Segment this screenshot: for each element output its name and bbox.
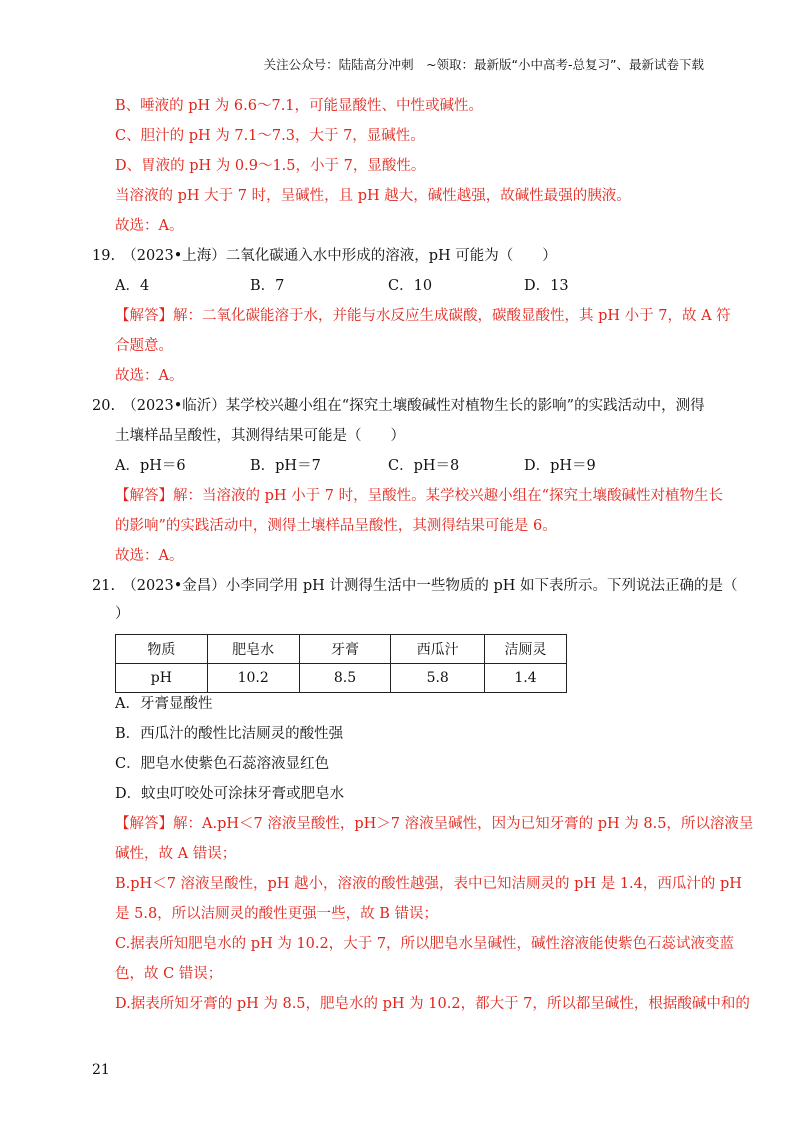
table-cell: 肥皂水: [207, 635, 299, 664]
q19-solution-line1: [115, 306, 731, 326]
q21-solution-c-line1: C.据表所知肥皂水的 pH 为 10.2，大于 7，所以肥皂水呈碱性，碱性溶液能使紫色石蕊试液变蓝: [115, 936, 735, 952]
q20-solution-line2: 的影响”的实践活动中，测得土壤样品呈酸性，其测得结果可能是 6。: [115, 518, 557, 534]
prev-solution-d: D、胃液的 pH 为 0.9～1.5，小于 7，显酸性。: [115, 158, 426, 174]
q20-solution-text: 解：当溶液的 pH 小于 7 时，呈酸性。某学校兴趣小组在“探究土壤酸碱性对植物生长: [173, 488, 723, 504]
q21-option-b: B．西瓜汁的酸性比洁厕灵的酸性强: [115, 726, 344, 742]
q19-answer: 故选：A。: [115, 368, 184, 384]
q19-option-c: C．10: [388, 278, 433, 294]
table-cell: 8.5: [299, 664, 391, 693]
q21-solution-a-text: 解：A.pH＜7 溶液呈酸性，pH＞7 溶液呈碱性，因为已知牙膏的 pH 为 8.5，所以溶液呈: [173, 816, 754, 832]
q20-stem-line1: 20. （2023•临沂）某学校兴趣小组在“探究土壤酸碱性对植物生长的影响”的实践活动中，测得: [92, 398, 705, 414]
solution-tag: 【解答】: [115, 488, 173, 504]
table-header-row: [116, 635, 567, 664]
table-cell: 洁厕灵: [485, 635, 567, 664]
prev-answer: 故选：A。: [115, 218, 184, 234]
prev-conclusion: 当溶液的 pH 大于 7 时，呈碱性，且 pH 越大，碱性越强，故碱性最强的胰液。: [115, 188, 631, 204]
q21-solution-c-line2: 色，故 C 错误；: [115, 966, 223, 982]
prev-solution-b: B、唾液的 pH 为 6.6～7.1，可能显酸性、中性或碱性。: [115, 98, 484, 114]
q21-stem-line2: ）: [115, 606, 130, 622]
q19-solution-line2: 合题意。: [115, 338, 173, 354]
q21-solution-a-line1: [115, 814, 753, 834]
q19-solution-text: 解：二氧化碳能溶于水，并能与水反应生成碳酸，碳酸显酸性，其 pH 小于 7，故 A 符: [173, 308, 731, 324]
page-header: 关注公众号：陆陆高分冲刺 ~领取：最新版“小中高考-总复习”、最新试卷下载: [263, 57, 704, 72]
solution-tag: 【解答】: [115, 308, 173, 324]
solution-tag: 【解答】: [115, 816, 173, 832]
q21-solution-b-line1: B.pH＜7 溶液呈酸性，pH 越小，溶液的酸性越强，表中已知洁厕灵的 pH 是 1.4，西瓜汁的 pH: [115, 876, 742, 892]
q19-option-a: A．4: [115, 278, 150, 294]
q20-option-c: C．pH＝8: [388, 458, 460, 474]
ph-table: [115, 634, 567, 693]
table-cell: pH: [116, 664, 208, 693]
q19-stem: 19. （2023•上海）二氧化碳通入水中形成的溶液，pH 可能为（ ）: [92, 248, 557, 264]
prev-solution-c: C、胆汁的 pH 为 7.1～7.3，大于 7，显碱性。: [115, 128, 425, 144]
table-cell: 牙膏: [299, 635, 391, 664]
q20-option-a: A．pH＝6: [115, 458, 186, 474]
q19-option-b: B．7: [250, 278, 285, 294]
table-row: [116, 664, 567, 693]
table-cell: 1.4: [485, 664, 567, 693]
table-cell: 物质: [116, 635, 208, 664]
q20-option-b: B．pH＝7: [250, 458, 321, 474]
q21-option-d: D．蚊虫叮咬处可涂抹牙膏或肥皂水: [115, 786, 345, 802]
q20-option-d: D．pH＝9: [524, 458, 596, 474]
q21-option-c: C．肥皂水使紫色石蕊溶液显红色: [115, 756, 330, 772]
q21-solution-b-line2: 是 5.8，所以洁厕灵的酸性更强一些，故 B 错误；: [115, 906, 439, 922]
q21-solution-d-line1: D.据表所知牙膏的 pH 为 8.5，肥皂水的 pH 为 10.2，都大于 7，所以都呈碱性，根据酸碱中和的: [115, 996, 750, 1012]
page-number: 21: [92, 1062, 110, 1078]
table-cell: 10.2: [207, 664, 299, 693]
q19-option-d: D．13: [524, 278, 569, 294]
table-cell: 西瓜汁: [391, 635, 485, 664]
q21-solution-a-line2: 碱性，故 A 错误；: [115, 846, 237, 862]
q21-option-a: A．牙膏显酸性: [115, 696, 213, 712]
q21-stem-line1: 21. （2023•金昌）小李同学用 pH 计测得生活中一些物质的 pH 如下表所示。下列说法正确的是（: [92, 578, 738, 594]
q20-answer: 故选：A。: [115, 548, 184, 564]
q20-solution-line1: [115, 486, 723, 506]
q20-stem-line2: 土壤样品呈酸性，其测得结果可能是（ ）: [115, 428, 405, 444]
table-cell: 5.8: [391, 664, 485, 693]
